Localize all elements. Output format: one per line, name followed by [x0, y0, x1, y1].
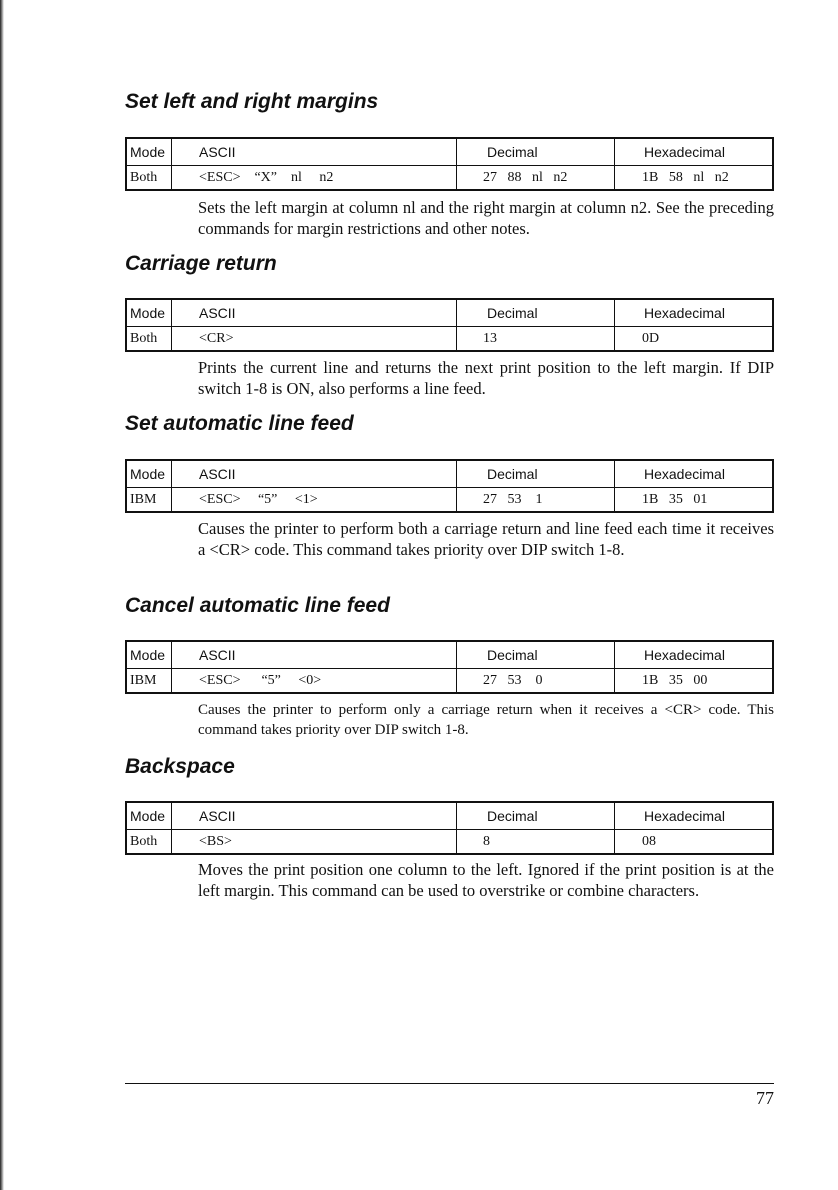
- section-description: Prints the current line and returns the next print position to the left margin. If DIP switch 1-8 is ON, also performs a line feed.: [198, 358, 774, 398]
- table-value-row: [127, 166, 772, 189]
- ascii-header: ASCII: [199, 466, 236, 482]
- mode-header: Mode: [130, 808, 166, 824]
- decimal-value: 13: [483, 331, 497, 346]
- decimal-value: 8: [483, 834, 490, 849]
- decimal-header: Decimal: [487, 647, 538, 663]
- section-title: Backspace: [125, 755, 235, 778]
- mode-value: Both: [130, 834, 158, 849]
- table-value-row: [127, 669, 772, 692]
- command-table: [125, 137, 774, 191]
- decimal-header: Decimal: [487, 808, 538, 824]
- decimal-header: Decimal: [487, 466, 538, 482]
- mode-value: IBM: [130, 673, 157, 688]
- mode-header: Mode: [130, 466, 166, 482]
- ascii-header: ASCII: [199, 647, 236, 663]
- mode-header: Mode: [130, 144, 166, 160]
- hex-value: 0D: [642, 331, 660, 346]
- section-title: Set left and right margins: [125, 90, 379, 113]
- decimal-value: 27 88 nl n2: [483, 170, 568, 185]
- hex-value: 1B 35 00: [642, 673, 708, 688]
- scan-edge: [0, 0, 4, 1190]
- ascii-header: ASCII: [199, 305, 236, 321]
- table-header-row: [127, 461, 772, 488]
- mode-header: Mode: [130, 647, 166, 663]
- hex-value: 08: [642, 834, 656, 849]
- hex-value: 1B 58 nl n2: [642, 170, 729, 185]
- section-title: Cancel automatic line feed: [125, 594, 390, 617]
- command-table: [125, 801, 774, 855]
- ascii-value: <ESC> “X” nl n2: [199, 170, 334, 185]
- table-header-row: [127, 803, 772, 830]
- section-title: Set automatic line feed: [125, 412, 354, 435]
- table-header-row: [127, 300, 772, 327]
- section-description: Sets the left margin at column nl and the right margin at column n2. See the preceding commands for margin restrictions and other notes.: [198, 198, 774, 238]
- ascii-value: <CR>: [199, 331, 234, 346]
- section-description: Causes the printer to perform both a carriage return and line feed each time it receives a <CR> code. This command takes priority over DIP switch 1-8.: [198, 519, 774, 559]
- decimal-header: Decimal: [487, 305, 538, 321]
- mode-value: IBM: [130, 492, 157, 507]
- mode-value: Both: [130, 170, 158, 185]
- ascii-value: <ESC> “5” <1>: [199, 492, 318, 507]
- table-value-row: [127, 488, 772, 511]
- hex-header: Hexadecimal: [644, 466, 725, 482]
- table-value-row: [127, 327, 772, 350]
- ascii-header: ASCII: [199, 144, 236, 160]
- section-description: Moves the print position one column to the left. Ignored if the print position is at the left margin. This command can be used to overstrike or combine characters.: [198, 860, 774, 900]
- command-table: [125, 640, 774, 694]
- ascii-value: <BS>: [199, 834, 232, 849]
- hex-header: Hexadecimal: [644, 305, 725, 321]
- hex-header: Hexadecimal: [644, 808, 725, 824]
- page-number: 77: [756, 1088, 774, 1108]
- command-table: [125, 298, 774, 352]
- command-table: [125, 459, 774, 513]
- ascii-value: <ESC> “5” <0>: [199, 673, 322, 688]
- ascii-header: ASCII: [199, 808, 236, 824]
- hex-header: Hexadecimal: [644, 144, 725, 160]
- section-title: Carriage return: [125, 252, 277, 275]
- hex-value: 1B 35 01: [642, 492, 708, 507]
- mode-value: Both: [130, 331, 158, 346]
- hex-header: Hexadecimal: [644, 647, 725, 663]
- table-header-row: [127, 642, 772, 669]
- decimal-value: 27 53 0: [483, 673, 543, 688]
- decimal-value: 27 53 1: [483, 492, 543, 507]
- table-value-row: [127, 830, 772, 853]
- footer-rule: [125, 1083, 774, 1084]
- table-header-row: [127, 139, 772, 166]
- section-description: Causes the printer to perform only a carriage return when it receives a <CR> code. This command takes priority over DIP switch 1-8.: [198, 702, 774, 738]
- decimal-header: Decimal: [487, 144, 538, 160]
- mode-header: Mode: [130, 305, 166, 321]
